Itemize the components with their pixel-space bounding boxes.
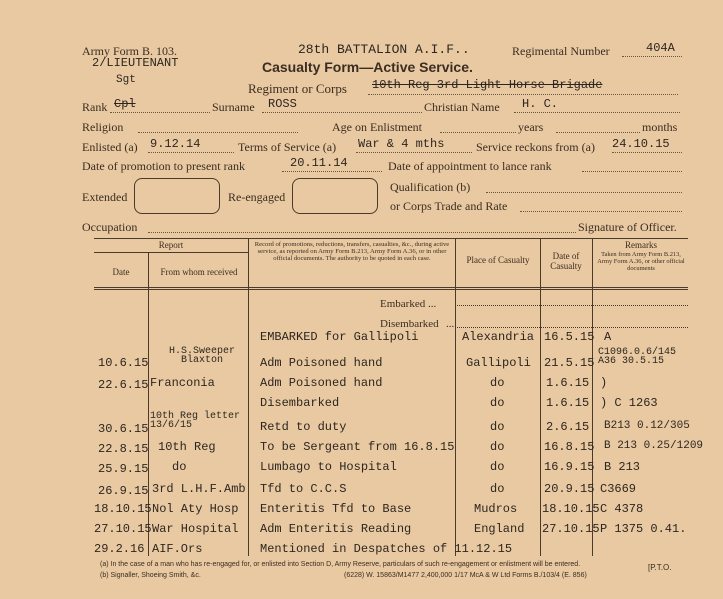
rank-value: Cpl bbox=[114, 97, 136, 111]
date-header: Date bbox=[112, 267, 130, 277]
reengaged-label: Re-engaged bbox=[228, 190, 286, 204]
table-cell: A bbox=[604, 330, 612, 344]
enlisted-label: Enlisted (a) bbox=[82, 140, 138, 154]
table-cell: P 1375 0.41. bbox=[600, 522, 687, 536]
place-header: Place of Casualty bbox=[466, 255, 530, 265]
table-cell: To be Sergeant from 16.8.15 bbox=[260, 440, 455, 454]
service-reckons-value: 24.10.15 bbox=[612, 137, 670, 151]
promotion-label: Date of promotion to present rank bbox=[82, 159, 245, 173]
table-cell: Adm Enteritis Reading bbox=[260, 522, 412, 536]
table-cell: 21.5.15 bbox=[544, 356, 595, 370]
table-cell: 18.10.15 bbox=[94, 502, 152, 516]
table-cell: H.S.Sweeper Blaxton bbox=[168, 346, 235, 366]
table-cell: 1.6.15 bbox=[546, 396, 590, 410]
table-cell: Adm Poisoned hand bbox=[260, 376, 383, 390]
table-cell: B 213 0.25/1209 bbox=[604, 440, 704, 452]
footnote-a: (a) In the case of a man who has re-engaged for, or enlisted into Section D, Army Reserve, particulars of such re-engagement or enlistment will be entered. bbox=[100, 561, 581, 568]
table-cell: Alexandria bbox=[462, 330, 535, 344]
surname-value: ROSS bbox=[268, 97, 297, 111]
signature-label: Signature of Officer. bbox=[578, 220, 677, 234]
terms-label: Terms of Service (a) bbox=[238, 140, 337, 154]
promotion-value: 20.11.14 bbox=[290, 156, 348, 170]
table-cell: AIF.Ors bbox=[152, 542, 203, 556]
table-cell: Disembarked bbox=[260, 396, 340, 410]
table-cell: C1096.0.6/145 A36 30.5.15 bbox=[598, 347, 677, 367]
record-header: Record of promotions, reductions, transfers, casualties, &c., during active service, as reported on Army Form B.213, Army Form A.36, or in other official documents. The authority to be quoted in each case. bbox=[254, 241, 450, 262]
table-cell: 10th Reg bbox=[158, 440, 216, 454]
table-cell: do bbox=[490, 376, 505, 390]
table-cell: 16.8.15 bbox=[544, 440, 595, 454]
table-cell: do bbox=[490, 460, 505, 474]
surname-label: Surname bbox=[212, 100, 255, 114]
table-cell: 2.6.15 bbox=[546, 420, 590, 434]
table-cell: 10th Reg letter 13/6/15 bbox=[150, 411, 241, 431]
table-cell: War Hospital bbox=[152, 522, 239, 536]
table-cell: Gallipoli bbox=[466, 356, 531, 370]
table-cell: do bbox=[490, 482, 505, 496]
extended-label: Extended bbox=[82, 190, 128, 204]
qualification-label: Qualification (b) bbox=[390, 180, 471, 194]
date-casualty-header: Date of Casualty bbox=[550, 251, 582, 271]
regiment-value: 10th Reg 3rd Light Horse Brigade bbox=[372, 78, 603, 92]
religion-label: Religion bbox=[82, 120, 124, 134]
christian-name-label: Christian Name bbox=[424, 100, 500, 114]
rank-correction: 2/LIEUTENANT bbox=[92, 56, 179, 70]
months-label: months bbox=[642, 120, 678, 134]
footnote-b: (b) Signaller, Shoeing Smith, &c. bbox=[100, 572, 201, 579]
pto-label: [P.T.O. bbox=[648, 563, 672, 572]
table-cell: do bbox=[172, 460, 187, 474]
table-cell: 16.9.15 bbox=[544, 460, 595, 474]
table-cell: ) bbox=[600, 376, 608, 390]
remarks-header: Remarks bbox=[625, 240, 657, 250]
table-cell: 20.9.15 bbox=[544, 482, 595, 496]
table-cell: Retd to duty bbox=[260, 420, 347, 434]
table-cell: C3669 bbox=[600, 482, 637, 496]
table-cell: 22.6.15 bbox=[98, 378, 149, 392]
rank-label: Rank bbox=[82, 100, 108, 114]
from-whom-header: From whom received bbox=[160, 267, 238, 277]
table-cell: Lumbago to Hospital bbox=[260, 460, 397, 474]
age-label: Age on Enlistment bbox=[332, 120, 422, 134]
years-label: years bbox=[518, 120, 544, 134]
table-cell: 1.6.15 bbox=[546, 376, 590, 390]
form-title: Casualty Form—Active Service. bbox=[262, 59, 473, 75]
table-cell: B 213 bbox=[604, 460, 641, 474]
trade-label: or Corps Trade and Rate bbox=[390, 199, 508, 213]
table-cell: 29.2.16 bbox=[94, 542, 145, 556]
table-cell: 16.5.15 bbox=[544, 330, 595, 344]
regimental-number-value: 404A bbox=[646, 41, 675, 55]
remarks-sub-header: Taken from Army Form B.213, Army Form A.36, or other official documents bbox=[597, 251, 685, 272]
report-header: Report bbox=[158, 240, 184, 250]
service-reckons-label: Service reckons from (a) bbox=[476, 140, 595, 154]
occupation-label: Occupation bbox=[82, 220, 138, 234]
regimental-number-label: Regimental Number bbox=[512, 44, 610, 58]
rank-correction-sgt: Sgt bbox=[116, 74, 136, 86]
casualty-form-card: Army Form B. 103. 28th BATTALION A.I.F.. Regimental Number 404A 2/LIEUTENANT Sgt Casualty Form—Active Service. Regiment or Corps 10th Reg 3rd Light Horse Brigade Rank Cpl Surname ROSS Christian Name H. C. Religion Age on Enlistment years months Enlisted (a) 9.12.14 Terms of Service (a) War & 4 mths Service reckons from (a) 24.10.15 Date of promotion to present rank 20.11.14 Date of appointment to lance rank Extended Re-engaged Qualification (b) or Corps Trade and Rate Occupation Signature of Officer. Report Date From whom received Record of promotions, reductions, transfers, casualties, &c., during active service, as reported on Army Form B.213, Army Form A.36, or in other official documents. The authority to be quoted in each case. Place of Casualty Date of Casualty Remarks Taken from Army Form B.213, Army Form A.36, or other official documents Embarked ... Disembarked ... EMBARKED for Gallipoli Alexandria 16.5.15 A 10.6.15 H.S.Sweeper Blaxton Adm Poisoned hand Gallipoli 21.5.15 C1096.0.6/145 A36 30.5.15 22.6.15 Franconia Adm Poisoned hand do 1.6.15 ) Disembarked do 1.6.15 ) C 1263 30.6.15 10th Reg letter 13/6/15 Retd to duty do 2.6.15 B213 0.12/305 22.8.15 10th Reg To be Sergeant from 16.8.15 do 16.8.15 B 213 0.25/1209 25.9.15 do Lumbago to Hospital do 16.9.15 B 213 26.9.15 3rd L.H.F.Amb Tfd to C.C.S do 20.9.15 C3669 18.10.15 Nol Aty Hosp Enteritis Tfd to Base Mudros 18.10.15 C 4378 27.10.15 War Hospital Adm Enteritis Reading England 27.10.15 P 1375 0.41. 29.2.16 AIF.Ors Mentioned in Despatches of 11.12.15 (a) In the case of a man who has re-engaged for, or enlisted into Section D, Army Reserve, particulars of such re-engagement or enlistment will be entered. (b) Signaller, Shoeing Smith, &c. (6228) W. 15863/M1477 2,400,000 1/17 McA & W Ltd Forms B./103/4 (E. 856) [P.T.O. bbox=[0, 0, 723, 599]
battalion-stamp: 28th BATTALION A.I.F.. bbox=[298, 42, 470, 57]
table-cell: C 4378 bbox=[600, 502, 644, 516]
table-cell: ) C 1263 bbox=[600, 396, 658, 410]
printer-imprint: (6228) W. 15863/M1477 2,400,000 1/17 McA & W Ltd Forms B./103/4 (E. 856) bbox=[344, 572, 587, 579]
table-cell: 10.6.15 bbox=[98, 356, 149, 370]
table-cell: Tfd to C.C.S bbox=[260, 482, 347, 496]
table-cell: 30.6.15 bbox=[98, 422, 149, 436]
table-cell: 25.9.15 bbox=[98, 462, 149, 476]
table-cell: Adm Poisoned hand bbox=[260, 356, 383, 370]
table-cell: do bbox=[490, 420, 505, 434]
christian-name-value: H. C. bbox=[522, 97, 559, 111]
table-cell: Franconia bbox=[150, 376, 215, 390]
table-cell: Nol Aty Hosp bbox=[152, 502, 239, 516]
table-cell: EMBARKED for Gallipoli bbox=[260, 330, 419, 344]
terms-value: War & 4 mths bbox=[358, 137, 445, 151]
table-cell: 26.9.15 bbox=[98, 484, 149, 498]
extended-box bbox=[134, 178, 220, 214]
table-cell: do bbox=[490, 440, 505, 454]
disembarked-label: Disembarked bbox=[380, 318, 439, 330]
table-cell: 27.10.15 bbox=[542, 522, 600, 536]
regiment-label: Regiment or Corps bbox=[248, 81, 347, 96]
table-cell: Enteritis Tfd to Base bbox=[260, 502, 412, 516]
enlisted-value: 9.12.14 bbox=[150, 137, 201, 151]
lance-label: Date of appointment to lance rank bbox=[388, 159, 552, 173]
table-cell: do bbox=[490, 396, 505, 410]
table-cell: 22.8.15 bbox=[98, 442, 149, 456]
table-cell: 27.10.15 bbox=[94, 522, 152, 536]
table-cell: 3rd L.H.F.Amb bbox=[152, 482, 246, 496]
table-cell: 18.10.15 bbox=[542, 502, 600, 516]
form-number: Army Form B. 103. bbox=[82, 44, 178, 58]
embarked-label: Embarked bbox=[380, 298, 426, 310]
reengaged-box bbox=[292, 178, 378, 214]
table-cell: B213 0.12/305 bbox=[604, 420, 690, 432]
table-cell: Mentioned in Despatches of 11.12.15 bbox=[260, 542, 513, 556]
table-cell: Mudros bbox=[474, 502, 518, 516]
table-cell: England bbox=[474, 522, 525, 536]
